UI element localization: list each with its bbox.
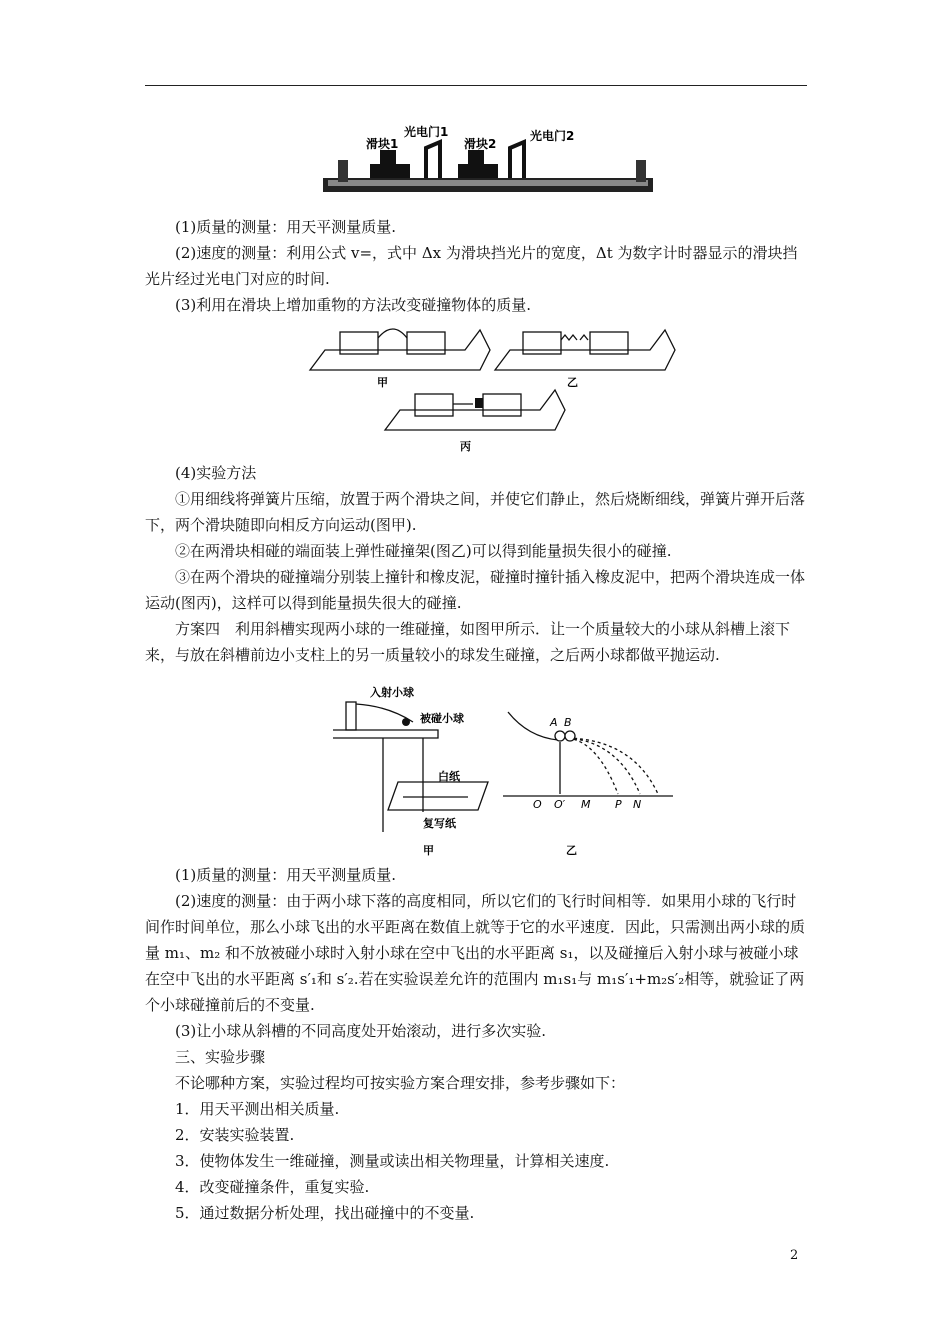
label-O: O: [533, 798, 542, 811]
label-slider2: 滑块2: [464, 137, 497, 151]
label-P: P: [615, 798, 622, 811]
label-gate2: 光电门2: [530, 129, 575, 143]
label-O-prime: O′: [554, 798, 566, 811]
label-bing: 丙: [460, 440, 471, 453]
para-2: (2)速度的测量：利用公式 v=，式中 Δx 为滑块挡光片的宽度，Δt 为数字计时器显示的滑块挡光片经过光电门对应的时间.: [145, 244, 798, 288]
step-2: 2．安装实验装置.: [175, 1126, 295, 1144]
para-7: ③在两个滑块的碰撞端分别装上撞针和橡皮泥，碰撞时撞针插入橡皮泥中，把两个滑块连成一体运动(图丙)，这样可以得到能量损失很大的碰撞.: [145, 568, 806, 612]
para-10: (2)速度的测量：由于两小球下落的高度相同，所以它们的飞行时间相等．如果用小球的飞行时间作时间单位，那么小球飞出的水平距离在数值上就等于它的水平速度．因此，只需测出两小球的质量 m₁、m₂ 和不放被碰小球时入射小球在空中飞出的水平距离 s₁，以及碰撞后入射小球与被碰小球在空中飞出的水平距离 s′₁和 s′₂.若在实验误差允许的范围内 m₁s₁与 m₁s′₁+m₂s′₂相等，就验证了两个小球碰撞前后的不变量.: [145, 892, 806, 1014]
label-target-ball: 被碰小球: [420, 712, 464, 725]
para-9: (1)质量的测量：用天平测量质量.: [175, 866, 397, 884]
para-4: (4)实验方法: [175, 464, 257, 482]
step-4: 4．改变碰撞条件，重复实验.: [175, 1178, 370, 1196]
label-N: N: [633, 798, 642, 811]
section-heading: 三、实验步骤: [175, 1048, 266, 1066]
para-12: 不论哪种方案，实验过程均可按实验方案合理安排，参考步骤如下：: [175, 1074, 626, 1092]
collision-setups-figure: [305, 318, 690, 458]
label-incident-ball: 入射小球: [370, 686, 414, 699]
label-yi: 乙: [567, 376, 578, 389]
label-M: M: [581, 798, 591, 811]
label-yi-3: 乙: [566, 844, 577, 857]
label-slider1: 滑块1: [366, 137, 399, 151]
inclined-groove-figure: [328, 682, 688, 862]
para-11: (3)让小球从斜槽的不同高度处开始滚动，进行多次实验.: [175, 1022, 547, 1040]
header-rule: [145, 85, 807, 86]
para-6: ②在两滑块相碰的端面装上弹性碰撞架(图乙)可以得到能量损失很小的碰撞.: [175, 542, 672, 560]
label-A: A: [550, 716, 558, 729]
page-number: 2: [790, 1248, 799, 1263]
label-B: B: [564, 716, 572, 729]
para-5: ①用细线将弹簧片压缩，放置于两个滑块之间，并使它们静止，然后烧断细线，弹簧片弹开后落下，两个滑块随即向相反方向运动(图甲).: [145, 490, 806, 534]
para-8: 方案四 利用斜槽实现两小球的一维碰撞，如图甲所示．让一个质量较大的小球从斜槽上滚下来，与放在斜槽前边小支柱上的另一质量较小的球发生碰撞，之后两小球都做平抛运动.: [145, 620, 791, 664]
air-track-figure: [318, 120, 663, 210]
label-carbon-paper: 复写纸: [423, 817, 456, 830]
step-1: 1．用天平测出相关质量.: [175, 1100, 340, 1118]
label-jia-3: 甲: [423, 844, 434, 857]
step-5: 5．通过数据分析处理，找出碰撞中的不变量.: [175, 1204, 475, 1222]
para-1: (1)质量的测量：用天平测量质量.: [175, 218, 397, 236]
para-3: (3)利用在滑块上增加重物的方法改变碰撞物体的质量.: [175, 296, 532, 314]
label-white-paper: 白纸: [438, 770, 460, 783]
label-gate1: 光电门1: [404, 125, 449, 139]
step-3: 3．使物体发生一维碰撞，测量或读出相关物理量，计算相关速度.: [175, 1152, 610, 1170]
label-jia: 甲: [377, 376, 388, 389]
